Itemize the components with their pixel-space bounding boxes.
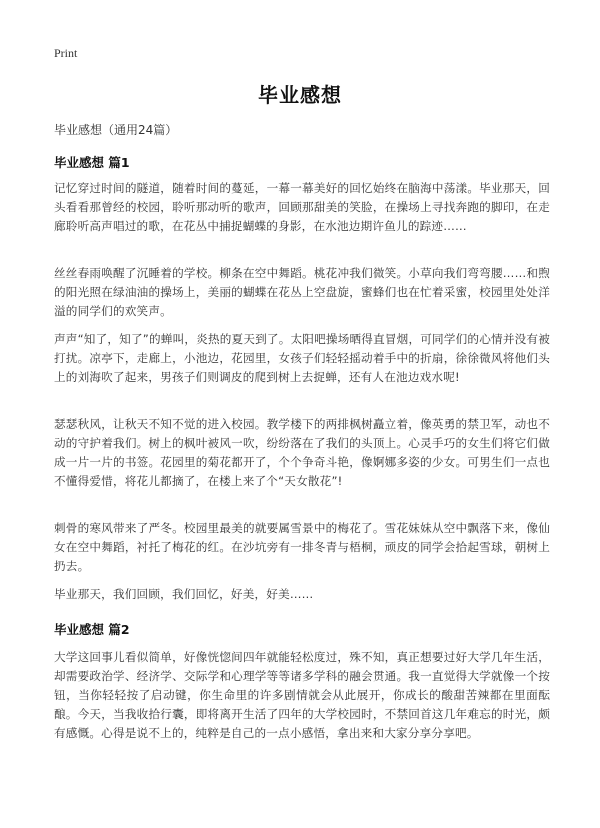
paragraph-1-5: 刺骨的寒风带来了严冬。校园里最美的就要属雪景中的梅花了。雪花妹妹从空中飘落下来，像仙女在空中舞蹈，衬托了梅花的红。在沙坑旁有一排冬青与梧桐，顽皮的同学会拾起雪球，朝树上扔去。 — [54, 521, 550, 573]
paragraph-2-1: 大学这回事儿看似简单，好像恍惚间四年就能轻松度过，殊不知，真正想要过好大学几年生活，却需要政治学、经济学、交际学和心理学等等诸多学科的融会贯通。我一直觉得大学就像一个按钮，当你轻轻按了启动键，你生命里的许多剧情就会从此展开，你成长的酸甜苦辣都在里面酝酿。今天，当我收拾行囊，即将离开生活了四年的大学校园时，不禁回首这几年难忘的时光，颇有感慨。心得是说不上的，纯粹是自己的一点小感悟，拿出来和大家分享分享吧。 — [54, 650, 550, 740]
page-title: 毕业感想 — [258, 83, 342, 107]
section-heading-1: 毕业感想 篇1 — [54, 155, 130, 170]
print-link[interactable]: Print — [54, 46, 78, 60]
document-subtitle: 毕业感想（通用24篇） — [54, 123, 178, 137]
section-heading-2: 毕业感想 篇2 — [54, 622, 130, 637]
paragraph-1-3: 声声“知了，知了”的蝉叫，炎热的夏天到了。太阳吧操场晒得直冒烟，可同学们的心情并没有被打扰。凉亭下，走廊上，小池边，花园里，女孩子们轻轻摇动着手中的折扇，徐徐微风将他们头上的刘海吹了起来，男孩子们则调皮的爬到树上去捉蝉，还有人在池边戏水呢! — [54, 332, 550, 384]
paragraph-1-2: 丝丝春雨唤醒了沉睡着的学校。柳条在空中舞蹈。桃花冲我们微笑。小草向我们弯弯腰……和煦的阳光照在绿油油的操场上，美丽的蝴蝶在花丛上空盘旋，蜜蜂们也在忙着采蜜，校园里处处洋溢的同学们的欢笑声。 — [54, 266, 550, 318]
paragraph-1-1: 记忆穿过时间的隧道，随着时间的蔓延，一幕一幕美好的回忆始终在脑海中荡漾。毕业那天，回头看看那曾经的校园，聆听那动听的歌声，回顾那甜美的笑脸，在操场上寻找奔跑的脚印，在走廊聆听高声唱过的歌，在花丛中捕捉蝴蝶的身影，在水池边期许鱼儿的踪迹…… — [54, 181, 550, 233]
paragraph-1-6: 毕业那天，我们回顾，我们回忆，好美，好美…… — [54, 587, 314, 601]
paragraph-1-4: 瑟瑟秋风，让秋天不知不觉的进入校园。教学楼下的两排枫树矗立着，像英勇的禁卫军，动也不动的守护着我们。树上的枫叶被风一吹，纷纷落在了我们的头顶上。心灵手巧的女生们将它们做成一片一片的书签。花园里的菊花都开了，个个争奇斗艳，像婀娜多姿的少女。可男生们一点也不懂得爱惜，将花儿都摘了，在楼上来了个“天女散花”! — [54, 417, 550, 488]
